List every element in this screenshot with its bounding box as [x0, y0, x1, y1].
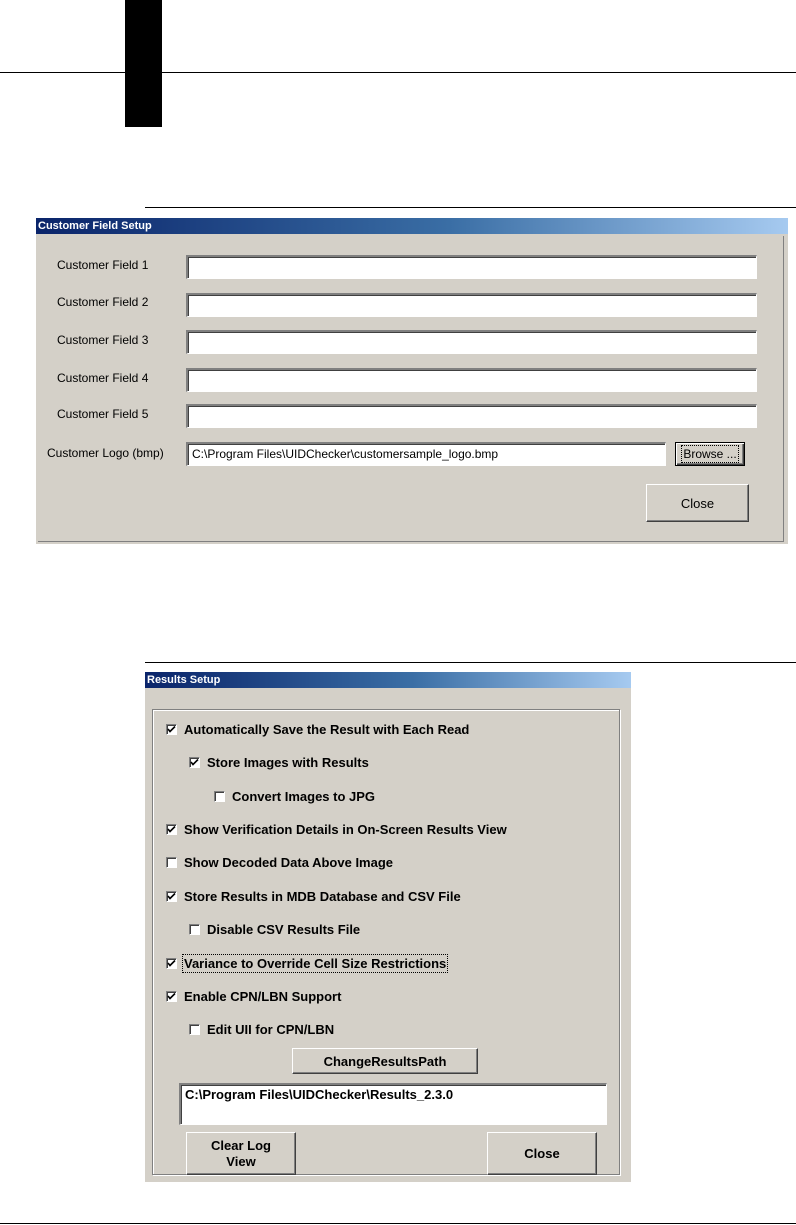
- footer-rule: [0, 1223, 796, 1224]
- clear-log-view-button[interactable]: Clear Log View: [186, 1132, 296, 1175]
- store-mdb-checkbox[interactable]: [166, 889, 461, 904]
- customer-field-5-label: Customer Field 5: [57, 407, 149, 421]
- checkbox-box[interactable]: [189, 924, 200, 935]
- auto-save-checkbox[interactable]: [166, 722, 469, 737]
- section-rule-2: [145, 662, 796, 663]
- customer-logo-label: Customer Logo (bmp): [47, 446, 164, 460]
- checkbox-box[interactable]: [166, 724, 177, 735]
- customer-field-setup-titlebar: Customer Field Setup: [36, 218, 788, 234]
- results-close-button[interactable]: Close: [487, 1132, 597, 1175]
- disable-csv-checkbox[interactable]: [189, 922, 360, 937]
- customer-field-5-input[interactable]: [186, 404, 757, 428]
- checkbox-box[interactable]: [166, 991, 177, 1002]
- change-results-path-button[interactable]: ChangeResultsPath: [292, 1048, 478, 1074]
- show-decoded-checkbox[interactable]: [166, 855, 393, 870]
- variance-override-checkbox[interactable]: [166, 956, 446, 971]
- disable-csv-label: Disable CSV Results File: [207, 922, 361, 937]
- checkbox-box[interactable]: [166, 857, 177, 868]
- convert-jpg-checkbox[interactable]: [214, 789, 375, 804]
- customer-logo-path-input[interactable]: C:\Program Files\UIDChecker\customersample_logo.bmp: [186, 442, 666, 466]
- auto-save-label: Automatically Save the Result with Each Read: [184, 722, 470, 737]
- variance-override-label: Variance to Override Cell Size Restrictions: [184, 956, 447, 971]
- customer-field-1-label: Customer Field 1: [57, 258, 149, 272]
- checkbox-box[interactable]: [166, 958, 177, 969]
- checkbox-box[interactable]: [166, 824, 177, 835]
- store-images-label: Store Images with Results: [207, 755, 369, 770]
- store-mdb-label: Store Results in MDB Database and CSV File: [184, 889, 461, 904]
- customer-field-1-input[interactable]: [186, 255, 757, 279]
- chapter-tab: [125, 0, 162, 127]
- store-images-checkbox[interactable]: [189, 755, 369, 770]
- browse-button-label: Browse ...: [683, 447, 737, 461]
- customer-field-3-label: Customer Field 3: [57, 333, 149, 347]
- results-setup-dialog: [145, 672, 631, 1182]
- header-rule: [0, 72, 796, 73]
- customer-field-4-label: Customer Field 4: [57, 371, 149, 385]
- customer-field-3-input[interactable]: [186, 330, 757, 354]
- customer-field-2-input[interactable]: [186, 293, 757, 317]
- enable-cpn-label: Enable CPN/LBN Support: [184, 989, 342, 1004]
- checkbox-box[interactable]: [214, 791, 225, 802]
- browse-button[interactable]: [675, 442, 745, 466]
- show-verification-label: Show Verification Details in On-Screen Results View: [184, 822, 507, 837]
- edit-uii-checkbox[interactable]: [189, 1022, 334, 1037]
- results-setup-titlebar: Results Setup: [145, 672, 631, 688]
- enable-cpn-checkbox[interactable]: [166, 989, 341, 1004]
- checkbox-box[interactable]: [189, 757, 200, 768]
- show-decoded-label: Show Decoded Data Above Image: [184, 855, 394, 870]
- checkbox-box[interactable]: [166, 891, 177, 902]
- section-rule-1: [145, 207, 796, 208]
- customer-field-2-label: Customer Field 2: [57, 295, 149, 309]
- edit-uii-label: Edit UII for CPN/LBN: [207, 1022, 335, 1037]
- customer-close-button[interactable]: Close: [646, 484, 749, 522]
- convert-jpg-label: Convert Images to JPG: [232, 789, 376, 804]
- show-verification-checkbox[interactable]: [166, 822, 507, 837]
- customer-field-4-input[interactable]: [186, 368, 757, 392]
- customer-field-setup-dialog: [36, 218, 788, 544]
- results-path-field[interactable]: C:\Program Files\UIDChecker\Results_2.3.0: [179, 1083, 607, 1125]
- checkbox-box[interactable]: [189, 1024, 200, 1035]
